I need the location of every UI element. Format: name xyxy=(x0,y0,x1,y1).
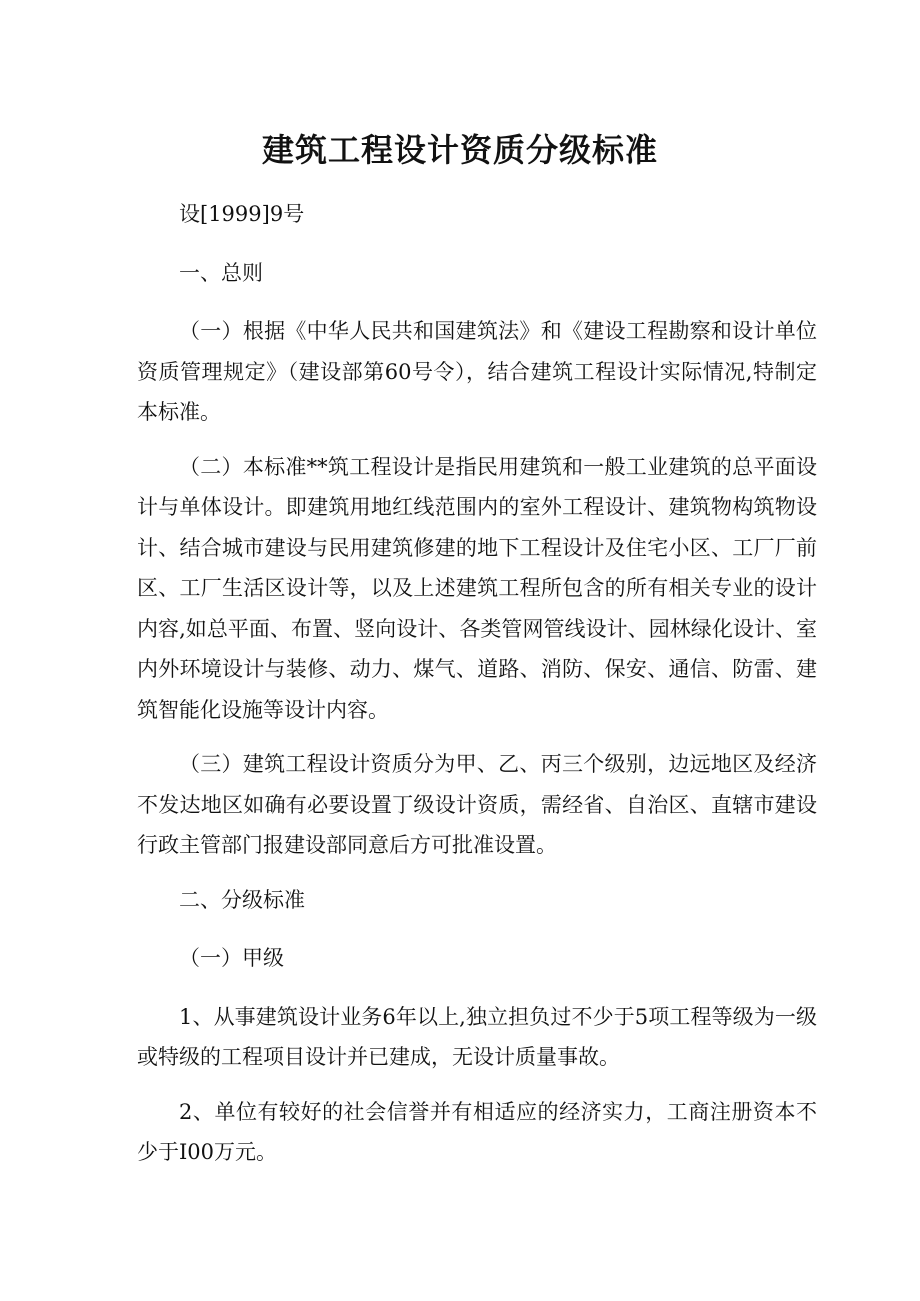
paragraph-general-3: （三）建筑工程设计资质分为甲、乙、丙三个级别，边远地区及经济不发达地区如确有必要设置丁级设计资质，需经省、自治区、直辖市建设行政主管部门报建设部同意后方可批准设置。 xyxy=(137,752,817,857)
document-number: 设[1999]9号 xyxy=(179,202,305,226)
document-title: 建筑工程设计资质分级标准 xyxy=(261,131,658,169)
paragraph-grade-a-item-2: 2、单位有较好的社会信誉并有相适应的经济实力，工商注册资本不少于I00万元。 xyxy=(137,1099,817,1164)
section-heading-grading: 二、分级标准 xyxy=(179,887,305,912)
subsection-heading-grade-a: （一）甲级 xyxy=(179,946,284,970)
section-heading-general: 一、总则 xyxy=(179,260,263,285)
paragraph-general-2: （二）本标准**筑工程设计是指民用建筑和一般工业建筑的总平面设计与单体设计。即建筑用地红线范围内的室外工程设计、建筑物构筑物设计、结合城市建设与民用建筑修建的地下工程设计及住宅小区、工厂厂前区、工厂生活区设计等，以及上述建筑工程所包含的所有相关专业的设计内容,如总平面、布置、竖向设计、各类管网管线设计、园林绿化设计、室内外环境设计与装修、动力、煤气、道路、消防、保安、通信、防雷、建筑智能化设施等设计内容。 xyxy=(137,454,817,722)
paragraph-grade-a-item-1: 1、从事建筑设计业务6年以上,独立担负过不少于5项工程等级为一级或特级的工程项目设计并已建成，无设计质量事故。 xyxy=(137,1004,817,1069)
document-body xyxy=(137,194,817,1187)
paragraph-general-1: （一）根据《中华人民共和国建筑法》和《建设工程勘察和设计单位资质管理规定》（建设部第60号令），结合建筑工程设计实际情况,特制定本标准。 xyxy=(137,319,817,424)
